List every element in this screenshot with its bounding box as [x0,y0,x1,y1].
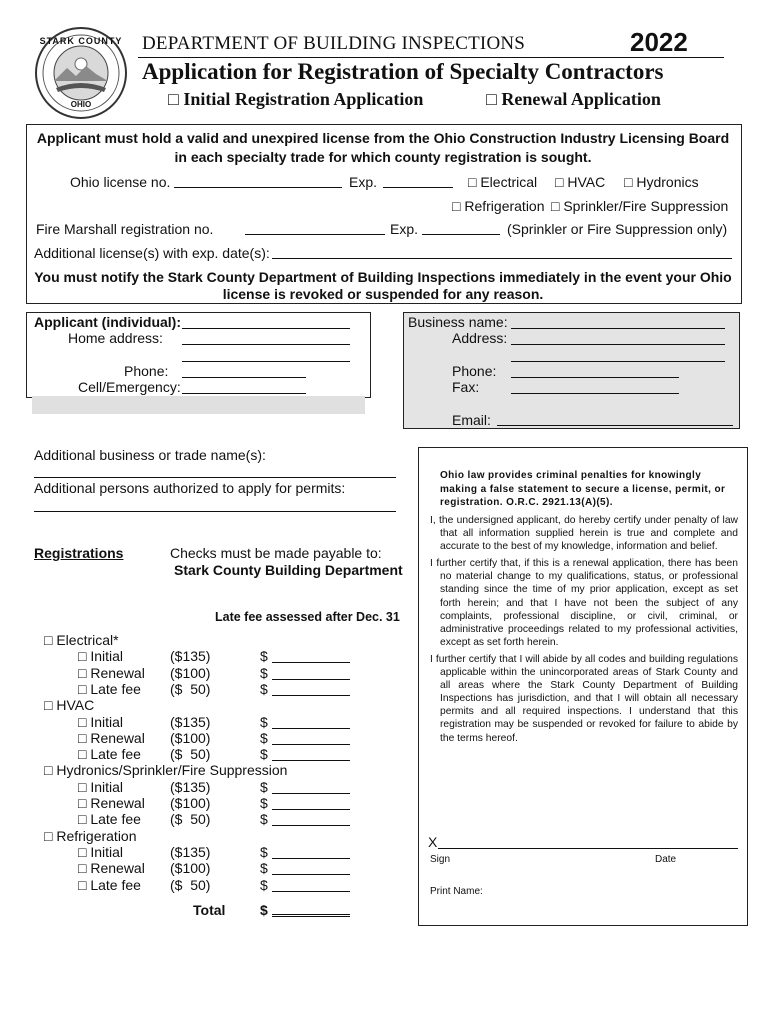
dollar-sign: $ [260,778,268,795]
trade-names-label: Additional business or trade name(s): [34,447,266,463]
county-seal [34,26,128,120]
signature-x: X [428,834,438,850]
form-year: 2022 [630,27,688,57]
trade-refrigeration-checkbox[interactable]: □ Refrigeration [452,198,545,214]
fee-amount-field[interactable] [272,695,350,696]
fee-option[interactable]: □ Initial [78,713,124,730]
business-address-field-2[interactable] [511,361,725,362]
fee-option[interactable]: □ Late fee [78,811,141,828]
revocation-notice: You must notify the Stark County Department of Building Inspections immediately in the event your Ohio license is revoked or suspended for any reason. [34,269,732,302]
dollar-sign: $ [260,843,268,860]
fee-category[interactable]: □ HVAC [44,697,95,714]
fee-option[interactable]: □ Renewal [78,795,145,811]
trade-electrical-checkbox[interactable]: □ Electrical [468,174,538,190]
fire-note: (Sprinkler or Fire Suppression only) [507,221,728,237]
fee-amount: ($ 50) [170,746,211,763]
dollar-sign: $ [260,729,268,746]
trade-hydronics-checkbox[interactable]: □ Hydronics [624,174,699,190]
registrations-heading: Registrations [34,545,124,561]
date-label: Date [655,854,677,865]
cell-emergency-field[interactable] [182,393,306,394]
fee-amount-field[interactable] [272,679,350,680]
fee-amount: ($ 50) [170,680,211,697]
dollar-sign: $ [260,648,268,665]
department-name: DEPARTMENT OF BUILDING INSPECTIONS [142,33,526,54]
fee-amount-field[interactable] [272,793,350,794]
cell-emergency-label: Cell/Emergency: [78,379,181,395]
ohio-license-label: Ohio license no. [70,174,171,190]
authorized-persons-label: Additional persons authorized to apply for permits: [34,480,346,496]
fee-amount-field[interactable] [272,744,350,745]
business-fax-label: Fax: [452,379,480,395]
fee-amount: ($ 50) [170,876,211,893]
fee-amount-field[interactable] [272,662,350,663]
dollar-sign: $ [260,664,268,681]
business-name-label: Business name: [408,314,508,330]
business-phone-field[interactable] [511,377,679,378]
fee-amount-field[interactable] [272,760,350,761]
license-intro: Applicant must hold a valid and unexpired license from the Ohio Construction Industry Licensing Board in each specialty trade for which county registration is sought. [36,130,730,165]
dollar-sign: $ [260,680,268,697]
fee-option[interactable]: □ Initial [78,778,124,795]
authorized-persons-field[interactable] [34,511,396,512]
business-fax-field[interactable] [511,393,679,394]
applicant-phone-label: Phone: [124,363,169,379]
fee-option[interactable]: □ Late fee [78,876,141,893]
fee-amount-field[interactable] [272,809,350,810]
fee-amount-field[interactable] [272,825,350,826]
initial-registration-option[interactable]: □ Initial Registration Application [168,89,424,109]
home-address-field-2[interactable] [182,361,350,362]
total-dollar-sign: $ [260,902,268,918]
print-name-label: Print Name: [430,886,483,897]
fee-amount-field[interactable] [272,728,350,729]
form-title: Application for Registration of Specialty Contractors [142,59,664,84]
ohio-exp-field[interactable] [383,187,453,188]
fee-category[interactable]: □ Hydronics/Sprinkler/Fire Suppression [44,762,288,779]
fee-amount: ($135) [170,843,211,860]
fee-option[interactable]: □ Initial [78,843,124,860]
fee-amount: ($ 50) [170,811,211,828]
trade-names-field[interactable] [34,477,396,478]
applicant-phone-field[interactable] [182,377,306,378]
trade-sprinkler-checkbox[interactable]: □ Sprinkler/Fire Suppression [551,198,729,214]
total-amount-field[interactable] [272,914,350,917]
dollar-sign: $ [260,713,268,730]
fire-exp-field[interactable] [422,234,500,235]
dollar-sign: $ [260,811,268,828]
fee-option[interactable]: □ Renewal [78,860,145,877]
fee-amount: ($135) [170,778,211,795]
fire-exp-label: Exp. [390,221,419,237]
fee-amount: ($100) [170,795,211,811]
certification-paragraph-2: I further certify that, if this is a renewal application, there has been no material change to my qualifications, status, or professional standing since the time of my prior application, except as set forth herein; and that I have not been the subject of any complaints, professional discipline, or civil, criminal, or administrative proceedings related to my professional activities, except as set forth herein. [430,558,738,648]
renewal-application-option[interactable]: □ Renewal Application [486,89,661,109]
late-fee-note: Late fee assessed after Dec. 31 [215,610,400,624]
fee-amount: ($100) [170,860,211,877]
total-label: Total [193,902,226,918]
business-address-label: Address: [452,330,508,346]
home-address-label: Home address: [68,330,163,346]
fee-amount: ($100) [170,729,211,746]
fee-amount-field[interactable] [272,858,350,859]
header-rule [138,57,724,58]
ohio-exp-label: Exp. [349,174,378,190]
ohio-license-field[interactable] [174,187,342,188]
home-address-field-1[interactable] [182,344,350,345]
business-name-field[interactable] [511,328,725,329]
payee-name: Stark County Building Department [174,562,403,578]
fee-amount: ($100) [170,664,211,681]
fee-amount: ($135) [170,713,211,730]
certification-paragraph-1: I, the undersigned applicant, do hereby certify under penalty of law that all information supplied herein is true and complete and accurate to the best of my knowledge, information and belief. [430,515,738,553]
fee-option[interactable]: □ Initial [78,648,124,665]
applicant-name-field[interactable] [182,328,350,329]
additional-licenses-field[interactable] [272,258,732,259]
dollar-sign: $ [260,860,268,877]
seal-bottom-text: OHIO [70,100,92,109]
business-email-label: Email: [452,412,491,428]
fee-category[interactable]: □ Refrigeration [44,827,137,844]
fire-marshall-field[interactable] [245,234,385,235]
certification-paragraph-3: I further certify that I will abide by all codes and building regulations applicable within the unincorporated areas of Stark County and all areas where the Stark County Department of Building Inspections has jurisdiction, and that I will obtain all necessary permits and all required inspections. I understand that this registration may be suspended or revoked for failure to abide by the terms hereof. [430,653,738,744]
fee-option[interactable]: □ Late fee [78,680,141,697]
fee-option[interactable]: □ Late fee [78,746,141,763]
false-statement-warning: Ohio law provides criminal penalties for knowingly making a false statement to secure a license, permit, or registration. O.R.C. 2921.13(A)(5). [440,470,726,508]
fee-amount-field[interactable] [272,874,350,875]
seal-top-text: STARK COUNTY [39,36,123,46]
fee-option[interactable]: □ Renewal [78,664,145,681]
sign-label: Sign [430,854,451,865]
fee-option[interactable]: □ Renewal [78,729,145,746]
fire-marshall-label: Fire Marshall registration no. [36,221,214,237]
additional-licenses-label: Additional license(s) with exp. date(s): [34,245,270,261]
business-email-field[interactable] [497,425,733,426]
dollar-sign: $ [260,746,268,763]
business-address-field-1[interactable] [511,344,725,345]
dollar-sign: $ [260,876,268,893]
fee-category[interactable]: □ Electrical* [44,632,119,648]
signature-field[interactable] [438,848,738,849]
certification-text [430,514,738,749]
dollar-sign: $ [260,795,268,811]
business-phone-label: Phone: [452,363,497,379]
applicant-gray-bar [32,396,365,414]
checks-payable-label: Checks must be made payable to: [170,545,382,561]
fee-amount: ($135) [170,648,211,665]
trade-hvac-checkbox[interactable]: □ HVAC [555,174,606,190]
applicant-label: Applicant (individual): [34,314,181,330]
fee-amount-field[interactable] [272,891,350,892]
